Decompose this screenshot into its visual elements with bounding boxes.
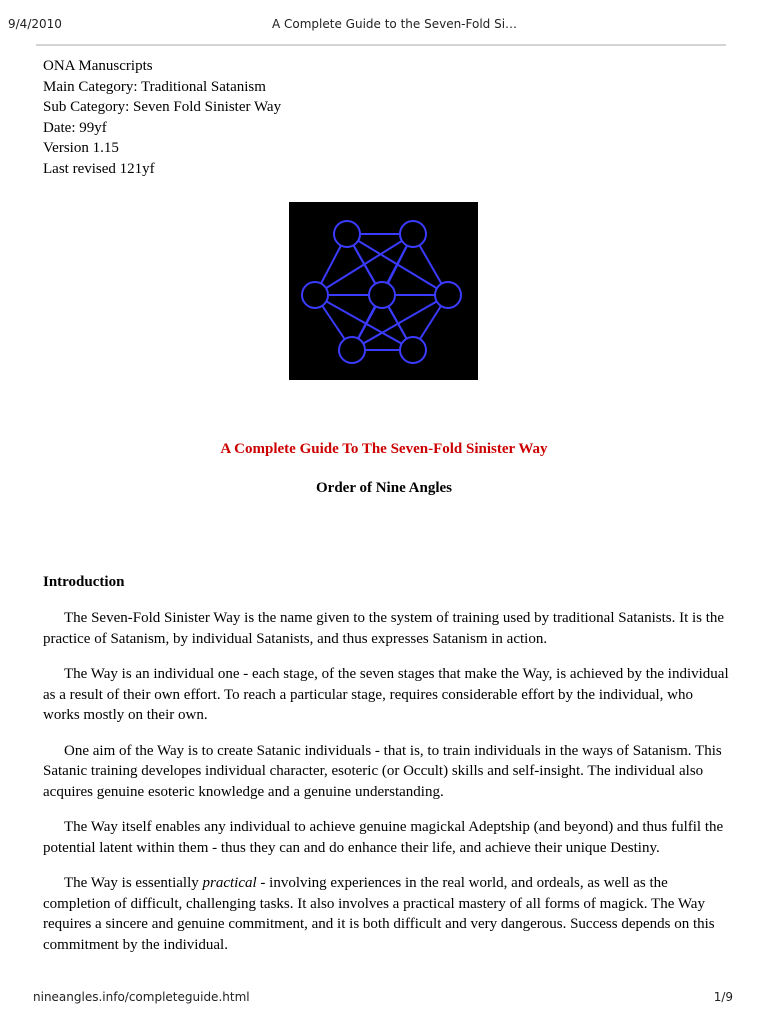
paragraph: The Seven-Fold Sinister Way is the name given to the system of training used by traditional Satanists. It is the practice of Satanism, by individual Satanists, and thus expresses Satanism in action. bbox=[43, 610, 725, 647]
paragraph: The Way is an individual one - each stage, of the seven stages that make the Way, is achieved by the individual as a result of their own effort. To reach a particular stage, requires considerable effort by the individual, who works mostly on their own. bbox=[43, 666, 729, 723]
page-number: 1/9 bbox=[713, 990, 733, 1004]
introduction-body bbox=[43, 608, 733, 970]
meta-main-category: Main Category: Traditional Satanism bbox=[43, 78, 266, 95]
paragraph: One aim of the Way is to create Satanic individuals - that is, to train individuals in the ways of Satanism. This Satanic training developes individual character, esoteric (or Occult) skills and self-insight. The individual also acquires genuine esoteric knowledge and a genuine understanding. bbox=[43, 742, 722, 800]
paragraph bbox=[43, 873, 733, 955]
header-divider bbox=[36, 44, 726, 46]
footer-url: nineangles.info/completeguide.html bbox=[33, 990, 250, 1004]
document-title: A Complete Guide To The Seven-Fold Sinister Way bbox=[220, 441, 548, 457]
header-title: A Complete Guide to the Seven-Fold Si… bbox=[272, 17, 518, 31]
paragraph-text: The Way is essentially bbox=[64, 875, 203, 891]
meta-date: Date: 99yf bbox=[43, 119, 107, 136]
meta-version: Version 1.15 bbox=[43, 140, 119, 156]
document-author: Order of Nine Angles bbox=[316, 480, 452, 496]
emphasis-practical: practical bbox=[202, 875, 257, 891]
introduction-heading: Introduction bbox=[43, 574, 125, 590]
manuscript-metadata bbox=[43, 56, 281, 179]
paragraph: The Way itself enables any individual to achieve genuine magickal Adeptship (and beyond) and thus fulfil the potential latent within them - thus they can and do enhance their life, and achieve their unique Destiny. bbox=[43, 819, 724, 856]
print-footer bbox=[0, 990, 768, 1010]
print-header bbox=[0, 17, 768, 37]
paragraph-text: - involving experiences in the real world, and ordeals, as well as the completion of difficult, challenging tasks. It also involves a practical mastery of all forms of magick. The Way requires a sincere and genuine commitment, and it is both difficult and very dangerous. Success depends on this commitment by the individual. bbox=[43, 875, 715, 953]
header-date: 9/4/2010 bbox=[8, 17, 62, 31]
meta-collection: ONA Manuscripts bbox=[43, 58, 153, 74]
seven-fold-way-diagram-icon bbox=[289, 202, 478, 380]
meta-last-revised: Last revised 121yf bbox=[43, 160, 155, 177]
meta-sub-category: Sub Category: Seven Fold Sinister Way bbox=[43, 99, 282, 115]
